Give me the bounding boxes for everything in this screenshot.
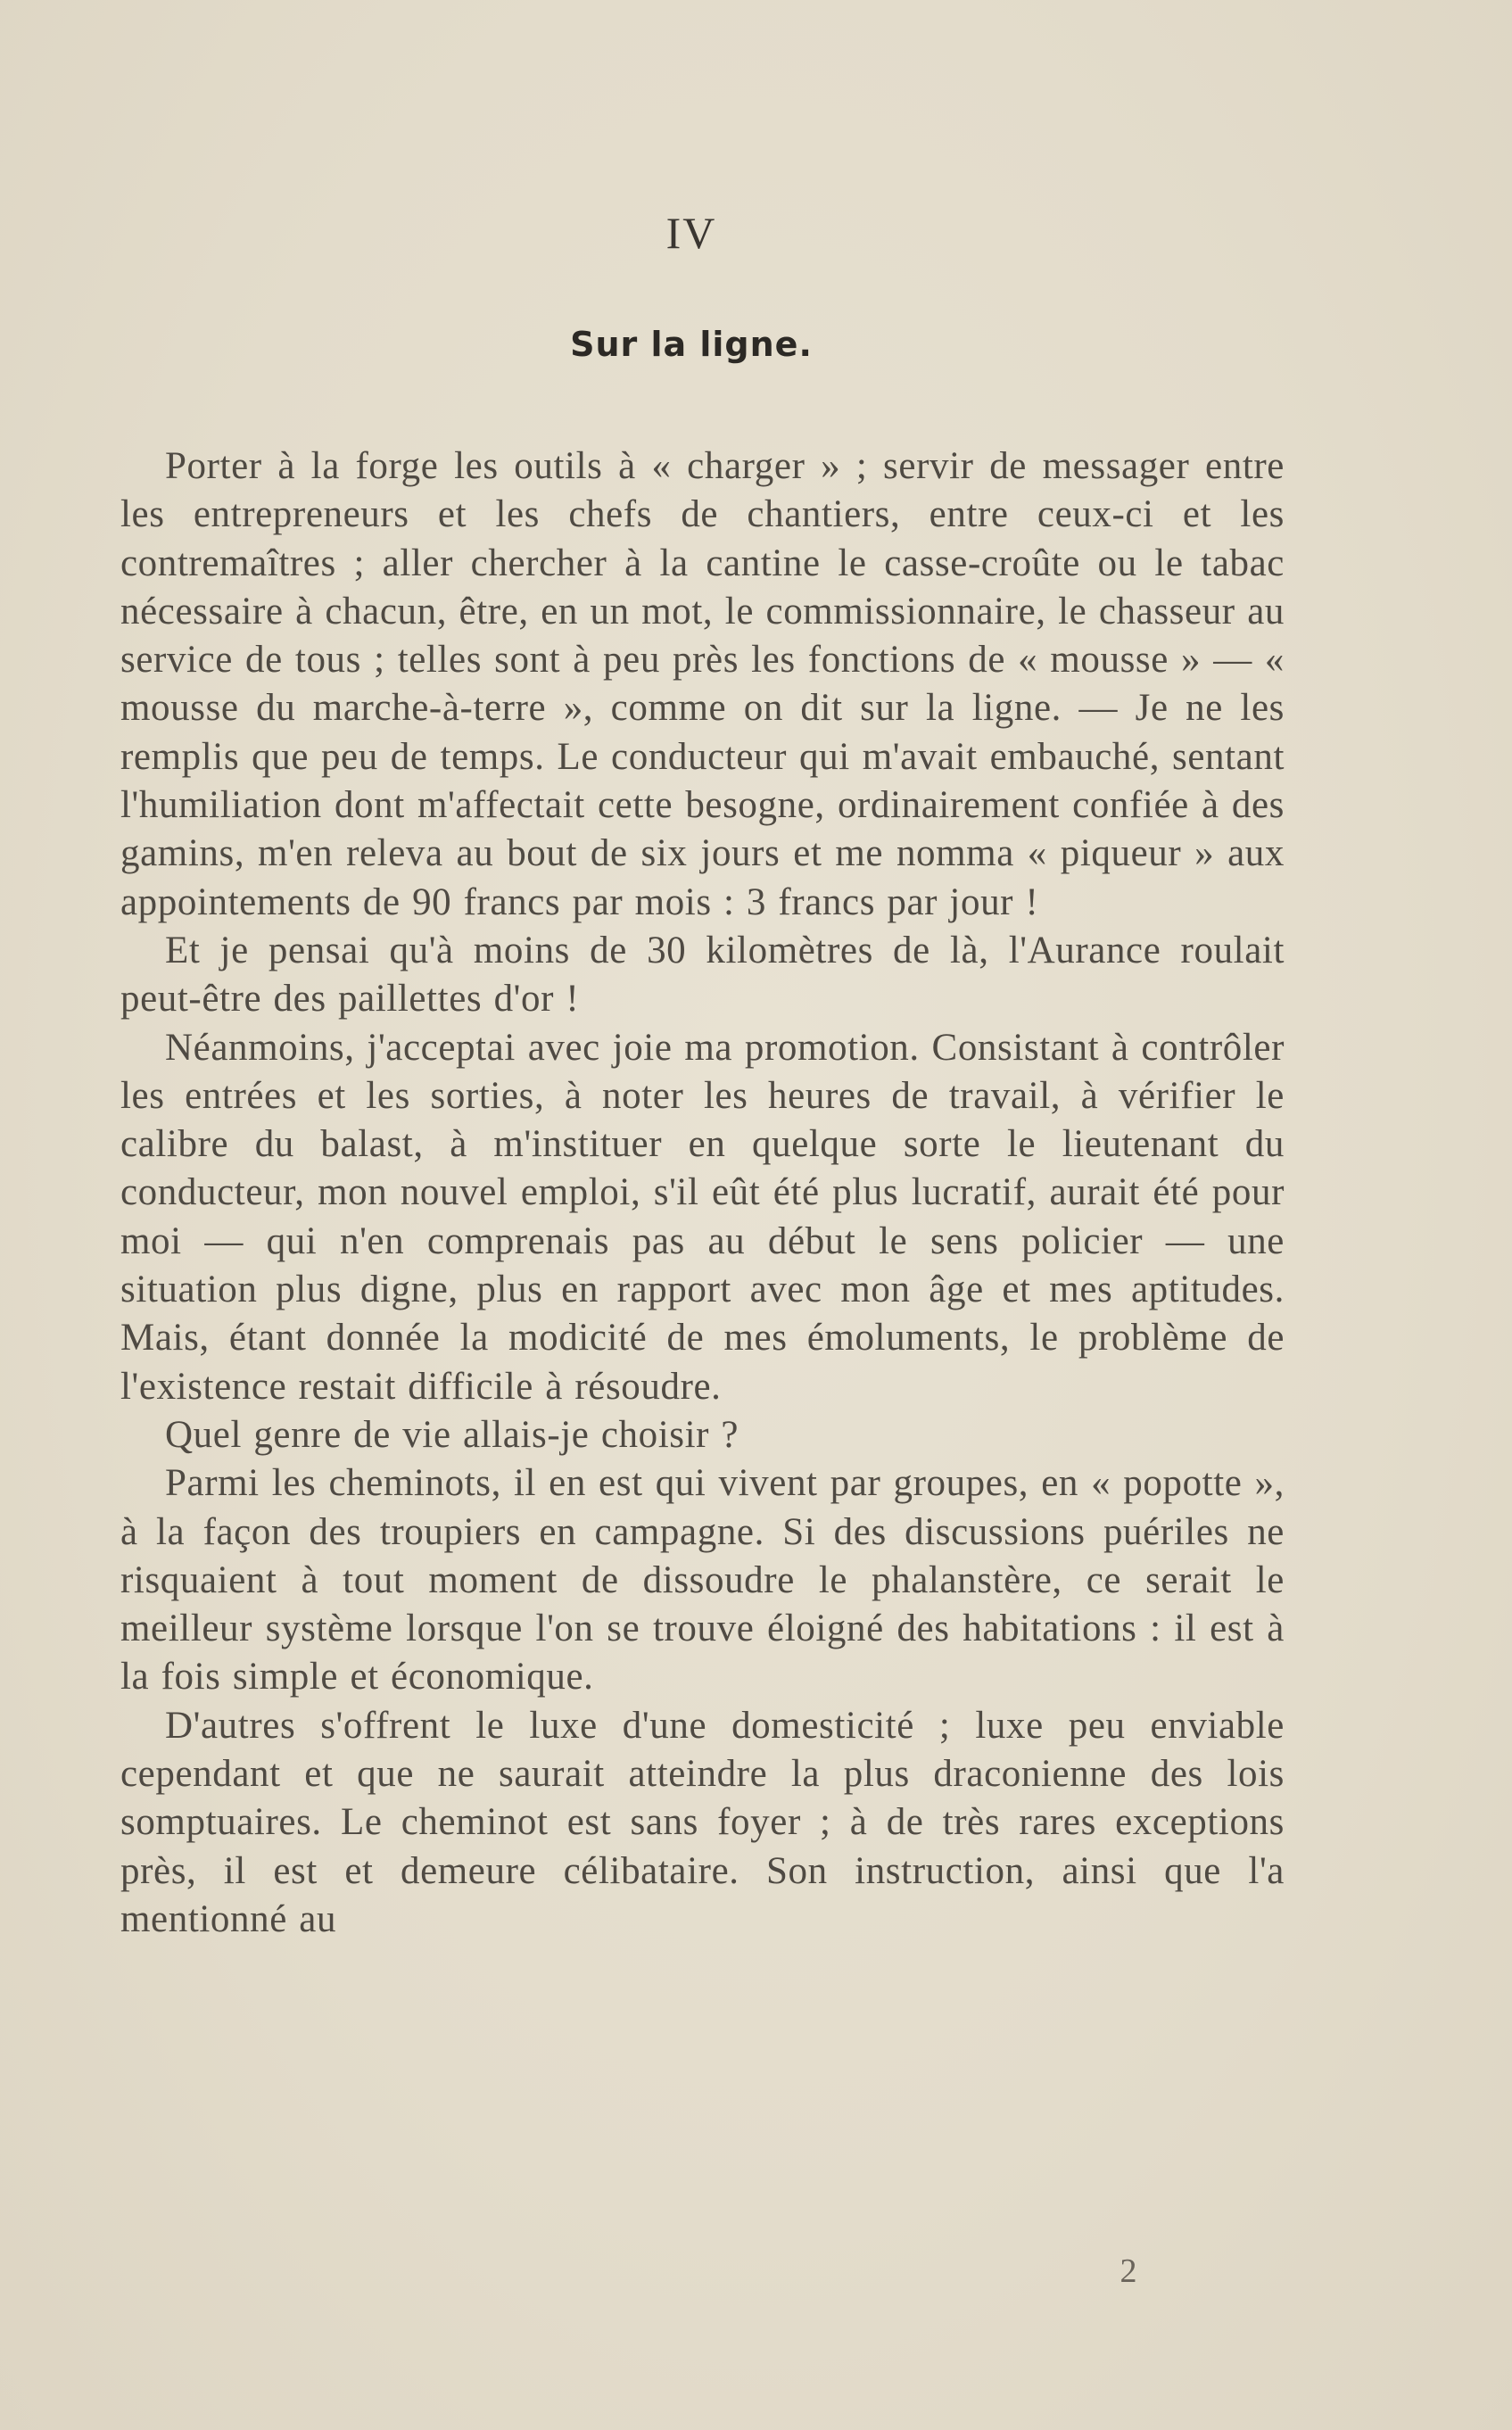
paragraph: D'autres s'offrent le luxe d'une domesticité ; luxe peu enviable cependant et que ne saurait atteindre la plus draconienne des lois somptuaires. Le cheminot est sans foyer ; à de très rares exceptions près, il est et demeure célibataire. Son instruction, ainsi que l'a mentionné au	[120, 1704, 1285, 1940]
paragraph: Parmi les cheminots, il en est qui vivent par groupes, en « popotte », à la façon des troupiers en campagne. Si des discussions puériles ne risquaient à tout moment de dissoudre le phalanstère, ce serait le meilleur système lorsque l'on se trouve éloigné des habitations : il est à la fois simple et économique.	[120, 1462, 1285, 1699]
page-number: 2	[1120, 2252, 1137, 2290]
paragraph: Porter à la forge les outils à « charger » ; servir de messager entre les entrepreneurs et les chefs de chantiers, entre ceux-ci et les contremaîtres ; aller chercher à la cantine le casse-croûte ou le tabac nécessaire à chacun, être, en un mot, le commissionnaire, le chasseur au service de tous ; telles sont à peu près les fonctions de « mousse » — « mousse du marche-à-terre », comme on dit sur la ligne. — Je ne les remplis que peu de temps. Le conducteur qui m'avait embauché, sentant l'humiliation dont m'affectait cette besogne, ordinairement confiée à des gamins, m'en releva au bout de six jours et me nomma « piqueur » aux appointements de 90 francs par mois : 3 francs par jour !	[120, 445, 1285, 923]
paragraph: Quel genre de vie allais-je choisir ?	[165, 1413, 739, 1456]
body-text	[120, 442, 1285, 1944]
paragraph: Et je pensai qu'à moins de 30 kilomètres de là, l'Aurance roulait peut-être des paillettes d'or !	[120, 929, 1285, 1021]
chapter-number: IV	[665, 208, 717, 258]
paragraph: Néanmoins, j'acceptai avec joie ma promotion. Consistant à contrôler les entrées et les sorties, à noter les heures de travail, à vérifier le calibre du balast, à m'instituer en quelque sorte le lieutenant du conducteur, mon nouvel emploi, s'il eût été plus lucratif, aurait été pour moi — qui n'en comprenais pas au début le sens policier — une situation plus digne, plus en rapport avec mon âge et mes aptitudes. Mais, étant donnée la modicité de mes émoluments, le problème de l'existence restait difficile à résoudre.	[120, 1026, 1285, 1408]
chapter-title: Sur la ligne.	[570, 325, 813, 364]
